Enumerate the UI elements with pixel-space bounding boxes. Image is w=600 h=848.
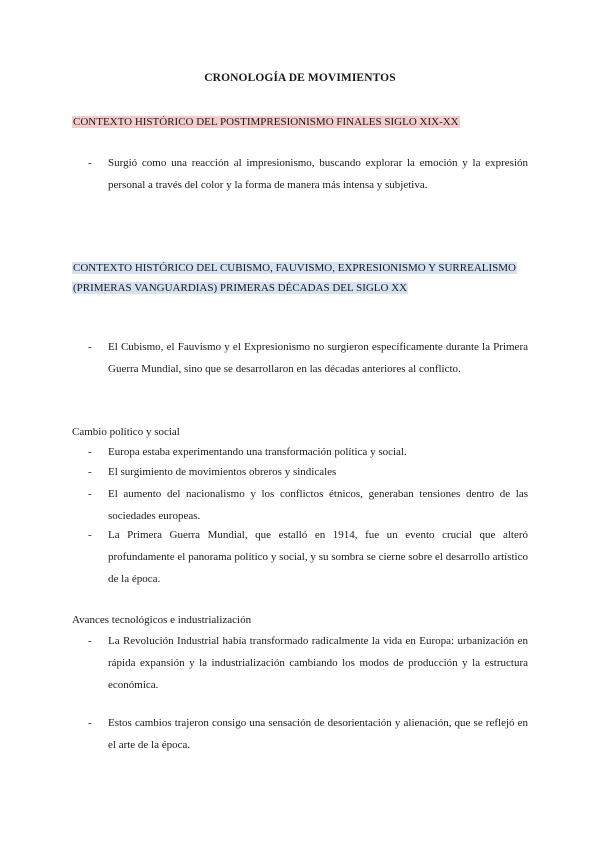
bullet-marker: -: [88, 341, 92, 353]
subheading-cambio-politico: Cambio político y social: [72, 426, 180, 438]
list-item: [88, 441, 528, 463]
section-heading-postimpresionismo: [72, 112, 460, 132]
bullet-marker: -: [88, 157, 92, 169]
list-item-text: La Primera Guerra Mundial, que estalló en 1914, fue un evento crucial que alteró profundamente el panorama político y social, y su sombra se cierne sobre el desarrollo artístico de la época.: [108, 529, 528, 585]
list-item-text: El Cubismo, el Fauvismo y el Expresionismo no surgieron específicamente durante la Primera Guerra Mundial, sino que se desarrollaron en las décadas anteriores al conflicto.: [108, 341, 528, 375]
list-item-text: El aumento del nacionalismo y los conflictos étnicos, generaban tensiones dentro de las sociedades europeas.: [108, 488, 528, 522]
list-item-text: Europa estaba experimentando una transformación política y social.: [108, 446, 407, 458]
section-heading-text-line2: (PRIMERAS VANGUARDIAS) PRIMERAS DÉCADAS DEL SIGLO XX: [73, 282, 408, 294]
list-item: [88, 336, 528, 380]
list-item: [88, 483, 528, 527]
list-item: [88, 152, 528, 196]
section-heading-text-line1: CONTEXTO HISTÓRICO DEL CUBISMO, FAUVISMO, EXPRESIONISMO Y SURREALISMO: [73, 262, 516, 274]
section-heading-vanguardias: [72, 258, 517, 298]
list-item-text: Surgió como una reacción al impresionismo, buscando explorar la emoción y la expresión personal a través del color y la forma de manera más intensa y subjetiva.: [108, 157, 528, 191]
list-item-text: El surgimiento de movimientos obreros y sindicales: [108, 466, 337, 478]
list-item: [88, 461, 528, 483]
list-item: [88, 524, 528, 590]
bullet-marker: -: [88, 529, 92, 541]
bullet-marker: -: [88, 635, 92, 647]
list-item-text: La Revolución Industrial había transformado radicalmente la vida en Europa: urbanización en rápida expansión y la industrialización cambiando los modos de producción y la estructura económica.: [108, 635, 528, 691]
page-title: CRONOLOGÍA DE MOVIMIENTOS: [204, 72, 396, 84]
bullet-marker: -: [88, 717, 92, 729]
list-item-text: Estos cambios trajeron consigo una sensación de desorientación y alienación, que se reflejó en el arte de la época.: [108, 717, 528, 751]
bullet-marker: -: [88, 466, 92, 478]
subheading-avances-tecnologicos: Avances tecnológicos e industrialización: [72, 614, 252, 626]
section-heading-text: CONTEXTO HISTÓRICO DEL POSTIMPRESIONISMO FINALES SIGLO XIX-XX: [73, 116, 459, 128]
bullet-marker: -: [88, 446, 92, 458]
bullet-marker: -: [88, 488, 92, 500]
list-item: [88, 630, 528, 696]
list-item: [88, 712, 528, 756]
